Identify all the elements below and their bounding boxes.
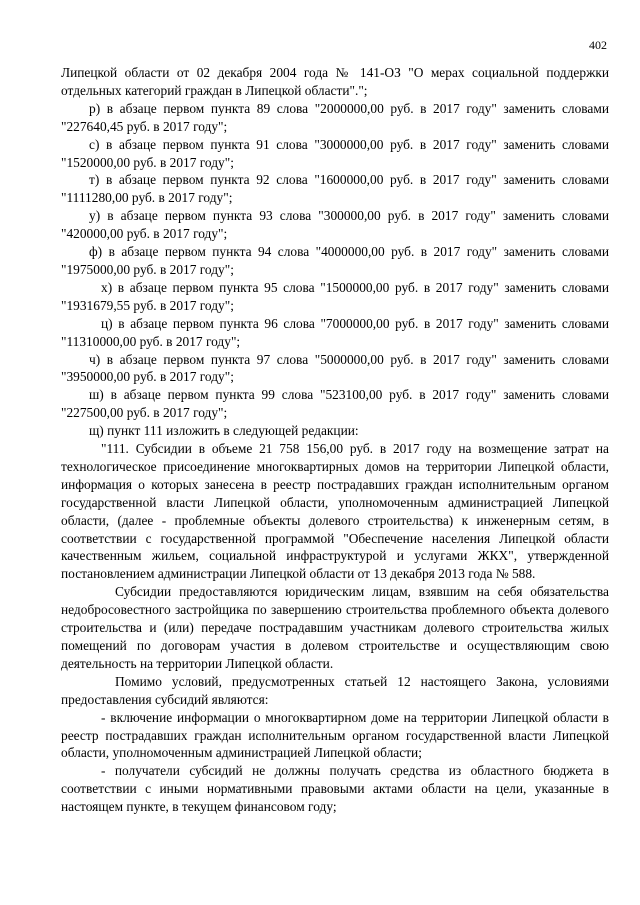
paragraph: т) в абзаце первом пункта 92 слова "1600000,00 руб. в 2017 году" заменить словами "1111280,00 руб. в 2017 году";	[61, 172, 609, 206]
paragraph: х) в абзаце первом пункта 95 слова "1500000,00 руб. в 2017 году" заменить словами "1931679,55 руб. в 2017 году";	[61, 279, 609, 313]
paragraph: с) в абзаце первом пункта 91 слова "3000000,00 руб. в 2017 году" заменить словами "1520000,00 руб. в 2017 году";	[61, 136, 609, 170]
paragraph: Липецкой области от 02 декабря 2004 года № 141-ОЗ "О мерах социальной поддержки отдельных категорий граждан в Липецкой области".";	[61, 65, 609, 98]
document-body	[61, 64, 609, 816]
paragraph: у) в абзаце первом пункта 93 слова "300000,00 руб. в 2017 году" заменить словами "420000,00 руб. в 2017 году";	[61, 208, 609, 242]
paragraph: р) в абзаце первом пункта 89 слова "2000000,00 руб. в 2017 году" заменить словами "227640,45 руб. в 2017 году";	[61, 100, 609, 134]
paragraph: ф) в абзаце первом пункта 94 слова "4000000,00 руб. в 2017 году" заменить словами "1975000,00 руб. в 2017 году";	[61, 244, 609, 277]
paragraph: "111. Субсидии в объеме 21 758 156,00 руб. в 2017 году на возмещение затрат на технологическое присоединение многоквартирных домов на территории Липецкой области, информация о которых занесена в реестр пострадавших граждан исполнительным органом государственной власти Липецкой области, уполномоченным администрацией Липецкой области, (далее - проблемные объекты долевого строительства) к инженерным сетям, в соответствии с государственной программой "Обеспечение населения Липецкой области качественным жильем, социальной инфраструктурой и услугами ЖКХ", утвержденной постановлением администрации Липецкой области от 13 декабря 2013 года № 588.	[61, 441, 609, 582]
paragraph: щ) пункт 111 изложить в следующей редакции:	[89, 423, 359, 439]
page-number: 402	[589, 38, 607, 52]
paragraph: Помимо условий, предусмотренных статьей 12 настоящего Закона, условиями предоставления субсидий являются:	[61, 673, 609, 707]
paragraph: ч) в абзаце первом пункта 97 слова "5000000,00 руб. в 2017 году" заменить словами "3950000,00 руб. в 2017 году";	[61, 351, 609, 385]
paragraph: ш) в абзаце первом пункта 99 слова "523100,00 руб. в 2017 году" заменить словами "227500,00 руб. в 2017 году";	[61, 387, 609, 421]
paragraph: - получатели субсидий не должны получать средства из областного бюджета в соответствии с иными нормативными правовыми актами области на цели, указанные в настоящем пункте, в текущем финансовом году;	[61, 763, 609, 815]
paragraph: Субсидии предоставляются юридическим лицам, взявшим на себя обязательства недобросовестного застройщика по завершению строительства проблемного объекта долевого строительства и (или) передаче пострадавшим участникам долевого строительства жилых помещений по договорам участия в долевом строительстве и осуществляющим свою деятельность на территории Липецкой области.	[61, 584, 609, 671]
paragraph: ц) в абзаце первом пункта 96 слова "7000000,00 руб. в 2017 году" заменить словами "11310000,00 руб. в 2017 году";	[61, 315, 609, 349]
paragraph: - включение информации о многоквартирном доме на территории Липецкой области в реестр пострадавших граждан исполнительным органом государственной власти Липецкой области, уполномоченным администрацией Липецкой области;	[61, 709, 609, 761]
